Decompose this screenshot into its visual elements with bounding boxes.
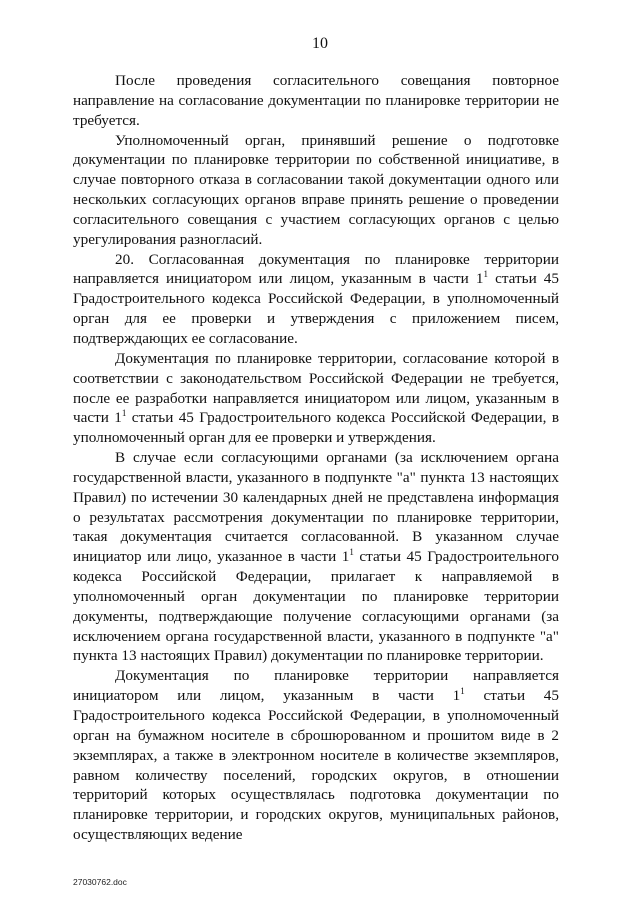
document-body <box>73 71 559 845</box>
paragraph <box>73 131 559 250</box>
paragraph-text: статьи 45 Градостроительного кодекса Российской Федерации, в уполномоченный орган на бумажном носителе в сброшюрованном и прошитом виде в 2 экземплярах, а также в электронном носителе в количестве экземпляров, равном количеству поселений, городских округов, в отношении территорий которых осуществлялась подготовка документации по планировке территории, и городских округов, муниципальных районов, осуществляющих ведение <box>73 687 559 844</box>
document-file-code: 27030762.doc <box>73 877 127 887</box>
paragraph-text: В случае если согласующими органами (за исключением органа государственной власти, указанного в подпункте "а" пункта 13 настоящих Правил) по истечении 30 календарных дней не представлена информация о результатах рассмотрения документации по планировке территории, такая документация считается согласованной. В указанном случае инициатор или лицо, указанное в части 1 <box>73 449 559 566</box>
superscript-part-number: 1 <box>483 269 488 280</box>
paragraph-text: Документация по планировке территории, согласование которой в соответствии с законодательством Российской Федерации не требуется, после ее разработки направляется инициатором или лицом, указанным в части 1 <box>73 349 559 427</box>
superscript-part-number: 1 <box>460 686 465 697</box>
paragraph-text: статьи 45 Градостроительного кодекса Российской Федерации, прилагает к направляемой в уполномоченный орган документации по планировке территории документы, подтверждающие получение согласующими органами (за исключением органа государственной власти, указанного в подпункте "а" пункта 13 настоящих Правил) документации по планировке территории. <box>73 548 559 665</box>
paragraph-text: После проведения согласительного совещания повторное направление на согласование документации по планировке территории не требуется. <box>73 72 559 129</box>
page-number: 10 <box>312 35 328 52</box>
paragraph-text: статьи 45 Градостроительного кодекса Российской Федерации, в уполномоченный орган для ее проверки и утверждения с приложением писем, подтверждающих ее согласование. <box>73 270 559 347</box>
paragraph <box>73 448 559 666</box>
paragraph <box>73 349 559 448</box>
paragraph <box>73 71 559 131</box>
paragraph-text: Документация по планировке территории направляется инициатором или лицом, указанным в части 1 <box>73 667 559 705</box>
paragraph-text: Уполномоченный орган, принявший решение о подготовке документации по планировке территории по собственной инициативе, в случае повторного отказа в согласовании такой документации одного или нескольких согласующих органов вправе принять решение о проведении согласительного совещания с участием согласующих органов с целью урегулирования разногласий. <box>73 131 559 248</box>
paragraph-text: 20. Согласованная документация по планировке территории направляется инициатором или лицом, указанным в части 1 <box>73 250 559 288</box>
paragraph <box>73 666 559 845</box>
superscript-part-number: 1 <box>121 408 127 419</box>
paragraph-text: статьи 45 Градостроительного кодекса Российской Федерации, в уполномоченный орган для ее проверки и утверждения. <box>73 409 559 447</box>
superscript-part-number: 1 <box>349 547 354 558</box>
paragraph <box>73 250 559 349</box>
